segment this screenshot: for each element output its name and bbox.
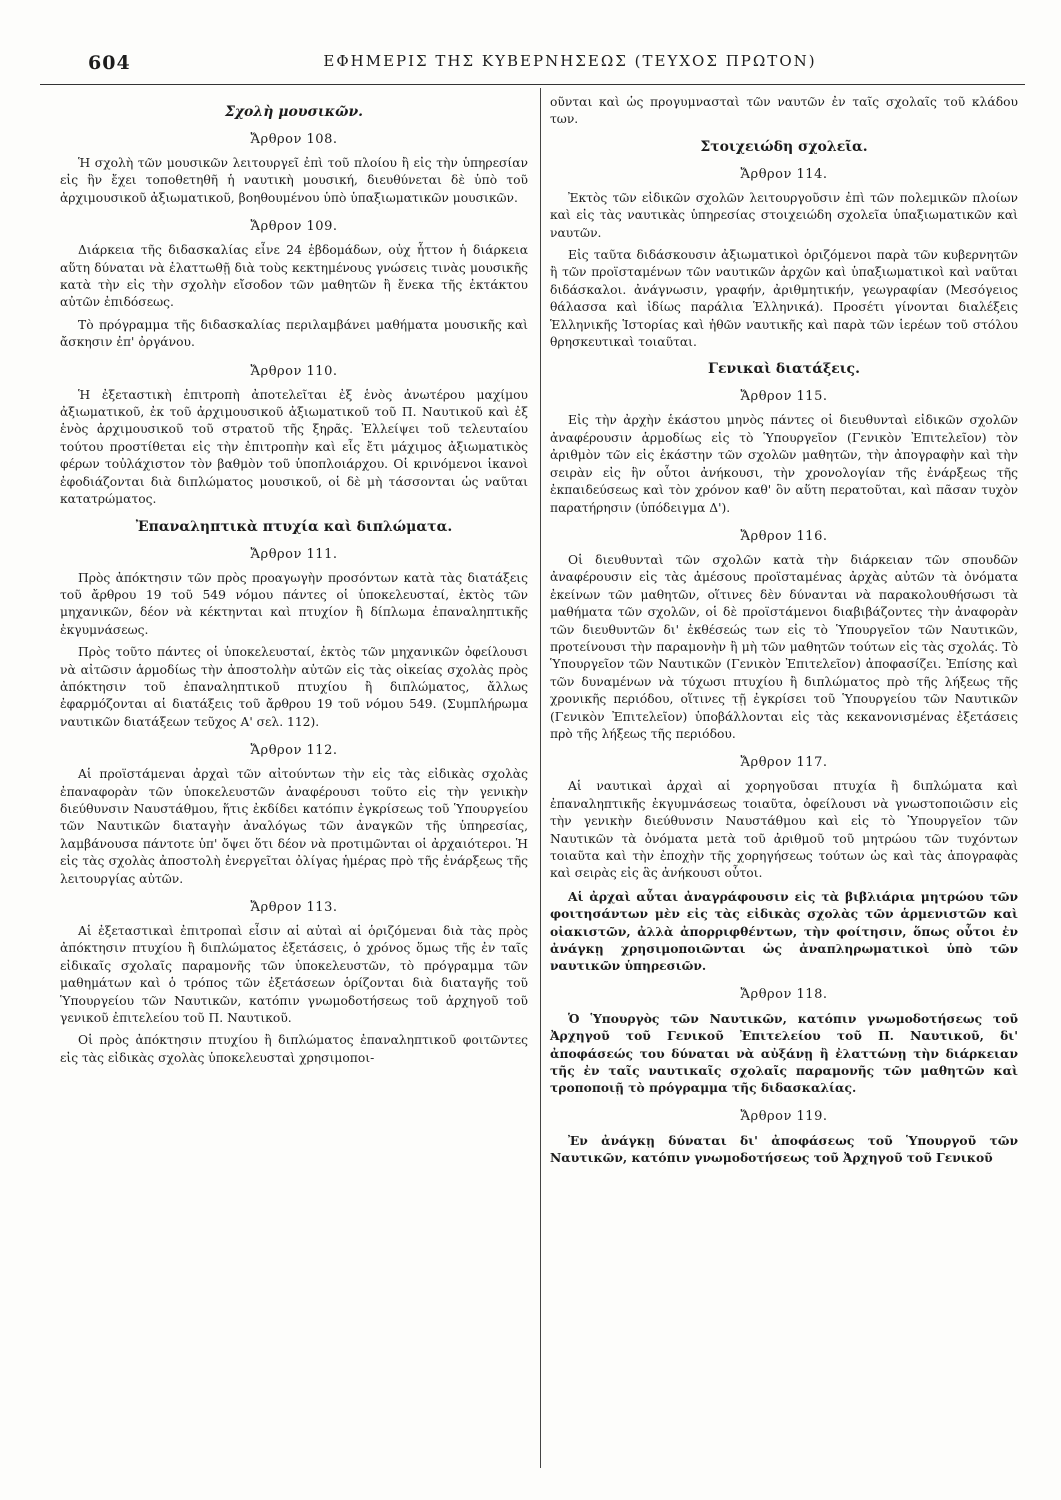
article-111-heading: Ἄρθρον 111. — [250, 546, 338, 562]
header-rule — [40, 84, 1025, 85]
article-117-text-2: Αἱ ἀρχαὶ αὗται ἀναγράφουσιν εἰς τὰ βιβλιάρια μητρώου τῶν φοιτησάντων μὲν εἰς τὰς εἰδικὰς σχολὰς τῶν ἁρμενιστῶν καὶ οἰακιστῶν, ἀλλὰ ἀπορριφθέντων, τὴν φοίτησιν, ὅπως οὗτοι ἐν ἀνάγκῃ χρησιμοποιῶνται ὡς ἀναπληρωματικοὶ ὑπὸ τῶν ναυτικῶν ὑπηρεσιῶν. — [550, 888, 1018, 974]
article-118-text: Ὁ Ὑπουργὸς τῶν Ναυτικῶν, κατόπιν γνωμοδοτήσεως τοῦ Ἀρχηγοῦ τοῦ Γενικοῦ Ἐπιτελείου τοῦ Π. Ναυτικοῦ, δι' ἀποφάσεώς του δύναται νὰ αὐξάνῃ ἢ ἐλαττώνῃ τὴν διάρκειαν τῆς ἐν ταῖς ναυτικαῖς σχολαῖς παραμονῆς τῶν μαθητῶν καὶ τροποποιῇ τὸ πρόγραμμα τῆς διδασκαλίας. — [550, 1010, 1018, 1096]
article-114-heading: Ἄρθρον 114. — [740, 166, 828, 182]
article-112-heading: Ἄρθρον 112. — [250, 743, 338, 759]
article-111-text-2: Πρὸς τοῦτο πάντες οἱ ὑποκελευσταί, ἐκτὸς τῶν μηχανικῶν ὀφείλουσι νὰ αἰτῶσιν ἁρμοδίως τὴν ἀποστολὴν αὐτῶν εἰς τὰς οἰκείας σχολὰς πρὸς ἀπόκτησιν τοῦ ἐπαναληπτικοῦ πτυχίου ἢ διπλώματος, ἄλλως ἐφαρμόζονται αἱ διατάξεις τοῦ ἄρθρου 19 τοῦ νόμου 549. (Συμπλήρωμα ναυτικῶν διατάξεων τεῦχος Α' σελ. 112). — [60, 645, 528, 729]
article-113-heading: Ἄρθρον 113. — [250, 900, 338, 915]
column-divider — [540, 88, 541, 1468]
article-116-text: Οἱ διευθυνταὶ τῶν σχολῶν κατὰ τὴν διάρκειαν τῶν σπουδῶν ἀναφέρουσιν εἰς τὰς ἀμέσους προϊσταμένας ἀρχὰς αὐτῶν τὰ ὀνόματα ἐκείνων τῶν μαθητῶν, οἵτινες δὲν δύνανται νὰ παρακολουθήσωσι τὰ μαθήματα τῶν σχολῶν, οἱ δὲ προϊστάμενοι διαβιβάζοντες τὴν ἀναφορὰν τῶν διευθυντῶν δι' ἐκθέσεώς των εἰς τὸ Ὑπουργεῖον τῶν Ναυτικῶν, προτείνουσι τὴν παραμονὴν ἢ μὴ τῶν μαθητῶν τούτων εἰς τὰς σχολάς. Τὸ Ὑπουργεῖον τῶν Ναυτικῶν (Γενικὸν Ἐπιτελεῖον) ἀποφασίζει. Ἐπίσης καὶ τῶν δυναμένων νὰ τύχωσι πτυχίου ἢ διπλώματος πρὸ τῆς λήξεως τῆς χρονικῆς περιόδου, οἵτινες τῇ ἐγκρίσει τοῦ Ὑπουργείου τῶν Ναυτικῶν (Γενικὸν Ἐπιτελεῖον) ὑποβάλλονται εἰς τὰς κεκανονισμένας ἐξετάσεις πρὸ τῆς λήξεως τῆς περιόδου. — [550, 552, 1018, 741]
section-heading-general: Γενικαὶ διατάξεις. — [708, 361, 860, 378]
article-119-text: Ἐν ἀνάγκῃ δύναται δι' ἀποφάσεως τοῦ Ὑπουργοῦ τῶν Ναυτικῶν, κατόπιν γνωμοδοτήσεως τοῦ Ἀρχηγοῦ τοῦ Γενικοῦ — [550, 1132, 1018, 1166]
section-heading-repetition: Ἐπαναληπτικὰ πτυχία καὶ διπλώματα. — [135, 518, 453, 535]
article-113-continuation: οῦνται καὶ ὡς προγυμνασταὶ τῶν ναυτῶν ἐν ταῖς σχολαῖς τοῦ κλάδου των. — [550, 95, 1018, 127]
article-114-text-2: Εἰς ταῦτα διδάσκουσιν ἀξιωματικοὶ ὁριζόμενοι παρὰ τῶν κυβερνητῶν ἢ τῶν προϊσταμένων τῶν ναυτικῶν ἀρχῶν καὶ ὑπαξιωματικοὶ καὶ ναῦται διδάσκαλοι. ἀνάγνωσιν, γραφήν, ἀριθμητικήν, γεωγραφίαν (Μεσόγειος θάλασσα καὶ ἰδίως παράλια Ἑλληνικά). Προσέτι γίνονται διαλέξεις Ἑλληνικῆς Ἱστορίας καὶ ἠθῶν ναυτικῆς καὶ παρὰ τῶν ἱερέων τοῦ στόλου θρησκευτικαὶ τοιαῦται. — [550, 248, 1018, 350]
article-115-text: Εἰς τὴν ἀρχὴν ἑκάστου μηνὸς πάντες οἱ διευθυνταὶ εἰδικῶν σχολῶν ἀναφέρουσιν ἁρμοδίως εἰς τὸ Ὑπουργεῖον (Γενικὸν Ἐπιτελεῖον) τὸν ἀριθμὸν τῶν εἰς ἑκάστην τῶν σχολῶν μαθητῶν, τὴν ἀπογραφὴν καὶ τὴν σειρὰν εἰς ἣν οὗτοι ἀνήκουσι, τὴν χρονολογίαν τῆς ἐνάρξεως τῆς ἐκπαιδεύσεως καὶ τὸν χρόνον καθ' ὃν αὕτη περατοῦται, καὶ πᾶσαν τυχὸν παρατήρησιν (ὑπόδειγμα Δ'). — [550, 413, 1018, 515]
section-heading-music: Σχολὴ μουσικῶν. — [224, 104, 364, 120]
article-110-heading: Ἄρθρον 110. — [250, 363, 338, 379]
section-heading-elementary: Στοιχειώδη σχολεῖα. — [700, 138, 868, 155]
article-119-heading: Ἄρθρον 119. — [740, 1108, 828, 1124]
article-108-heading: Ἄρθρον 108. — [250, 132, 338, 147]
page-header — [40, 40, 1025, 74]
article-114-text-1: Ἐκτὸς τῶν εἰδικῶν σχολῶν λειτουργοῦσιν ἐπὶ τῶν πολεμικῶν πλοίων καὶ εἰς τὰς ναυτικὰς ὑπηρεσίας στοιχειώδη σχολεῖα ὑπαξιωματικῶν καὶ ναυτῶν. — [550, 190, 1018, 240]
page-number: 604 — [88, 52, 131, 74]
left-column — [60, 94, 528, 1072]
article-118-heading: Ἄρθρον 118. — [740, 986, 828, 1002]
running-head: ΕΦΗΜΕΡΙΣ ΤΗΣ ΚΥΒΕΡΝΗΣΕΩΣ (ΤΕΥΧΟΣ ΠΡΩΤΟΝ) — [323, 52, 817, 70]
article-117-text-1: Αἱ ναυτικαὶ ἀρχαὶ αἱ χορηγοῦσαι πτυχία ἢ διπλώματα καὶ ἐπαναληπτικῆς ἐκγυμνάσεως τοιαῦτα, ὀφείλουσι νὰ γνωστοποιῶσιν εἰς τὴν γενικὴν διεύθυνσιν Ναυστάθμου καὶ εἰς τὸ Ὑπουργεῖον τῶν Ναυτικῶν τὰ ὀνόματα μετὰ τοῦ ἀριθμοῦ τοῦ μητρώου τῶν τυχόντων τοιαῦτα καὶ τὴν ἐποχὴν τῆς χορηγήσεως τούτων ὡς καὶ τὰς ἀπογραφὰς καὶ σειρὰς εἰς ἃς ἀνήκουσι οὗτοι. — [550, 779, 1018, 881]
right-column — [550, 94, 1018, 1172]
article-113-text-1: Αἱ ἐξεταστικαὶ ἐπιτροπαὶ εἶσιν αἱ αὐταὶ αἱ ὁριζόμεναι διὰ τὰς πρὸς ἀπόκτησιν πτυχίου ἢ διπλώματος ἐξετάσεις, ὁ χρόνος ὅμως τῆς ἐν ταῖς εἰδικαῖς σχολαῖς παραμονῆς τῶν ὑποκελευστῶν, τὸ πρόγραμμα τῶν μαθημάτων καὶ ὁ τρόπος τῶν ἐξετάσεων ὁρίζονται διὰ διαταγῆς τοῦ Ὑπουργείου τῶν Ναυτικῶν, κατόπιν γνωμοδοτήσεως τοῦ ἀρχηγοῦ τοῦ γενικοῦ ἐπιτελείου τοῦ Π. Ναυτικοῦ. — [60, 924, 528, 1026]
article-109-heading: Ἄρθρον 109. — [250, 219, 338, 235]
article-112-text: Αἱ προϊστάμεναι ἀρχαὶ τῶν αἰτούντων τὴν εἰς τὰς εἰδικὰς σχολὰς ἐπαναφορὰν τῶν ὑποκελευστῶν ἀναφέρουσι τοῦτο εἰς τὴν γενικὴν διεύθυνσιν Ναυστάθμου, ἥτις ἐκδίδει κατόπιν ἐγκρίσεως τοῦ Ὑπουργείου τῶν Ναυτικῶν διαταγὴν ἀναλόγως τῶν ἀναγκῶν τῆς ὑπηρεσίας, λαμβάνουσα πάντοτε ὑπ' ὄψει ὅτι δέον νὰ προτιμῶνται οἱ ἀρχαιότεροι. Ἡ εἰς τὰς σχολὰς ἀποστολὴ ἐνεργεῖται ὀλίγας ἡμέρας πρὸ τῆς ἐνάρξεως τῆς λειτουργίας αὐτῶν. — [60, 767, 528, 886]
article-109-text-1: Διάρκεια τῆς διδασκαλίας εἶνε 24 ἑβδομάδων, οὐχ ἧττον ἡ διάρκεια αὕτη δύναται νὰ ἐλαττωθῇ διὰ τοὺς κεκτημένους γνώσεις τινὰς μουσικῆς κατὰ τὴν εἰς τὴν σχολὴν εἴσοδον τῶν μαθητῶν ἢ ἕνεκα τῆς ἐκτάκτου αὐτῶν ἐπιδόσεως. — [60, 243, 528, 310]
article-116-heading: Ἄρθρον 116. — [740, 528, 828, 544]
article-113-text-2: Οἱ πρὸς ἀπόκτησιν πτυχίου ἢ διπλώματος ἐπαναληπτικοῦ φοιτῶντες εἰς τὰς εἰδικὰς σχολὰς ὑποκελευσταὶ χρησιμοποι- — [60, 1033, 528, 1065]
article-110-text: Ἡ ἐξεταστικὴ ἐπιτροπὴ ἀποτελεῖται ἐξ ἑνὸς ἀνωτέρου μαχίμου ἀξιωματικοῦ, ἐκ τοῦ ἀρχιμουσικοῦ ἀξιωματικοῦ τοῦ Π. Ναυτικοῦ καὶ ἐξ ἑνὸς ἀρχιμουσικοῦ τοῦ στρατοῦ τῆς ξηρᾶς. Ἐλλείψει τοῦ τελευταίου τούτου προστίθεται εἰς τὴν ἐπιτροπὴν καὶ εἷς ἔτι μάχιμος ἀξιωματικὸς φέρων τοὐλάχιστον τὸν βαθμὸν τοῦ ὑποπλοιάρχου. Οἱ κρινόμενοι ἱκανοὶ ἐφοδιάζονται διὰ διπλώματος μουσικοῦ, οἱ δὲ μὴ τάσσονται ὡς ναῦται κατατρώματος. — [60, 387, 528, 507]
article-115-heading: Ἄρθρον 115. — [740, 389, 828, 405]
article-117-heading: Ἄρθρον 117. — [740, 755, 828, 771]
article-111-text-1: Πρὸς ἀπόκτησιν τῶν πρὸς προαγωγὴν προσόντων κατὰ τὰς διατάξεις τοῦ ἄρθρου 19 τοῦ 549 νόμου πάντες οἱ ὑποκελευσταί, ἐκτὸς τῶν μηχανικῶν, δέον νὰ κέκτηνται καὶ πτυχίον ἢ δίπλωμα ἐπαναληπτικῆς ἐκγυμνάσεως. — [60, 570, 528, 637]
article-108-text: Ἡ σχολὴ τῶν μουσικῶν λειτουργεῖ ἐπὶ τοῦ πλοίου ἢ εἰς τὴν ὑπηρεσίαν εἰς ἣν ἔχει τοποθετηθῆ ἡ ναυτικὴ μουσική, διευθύνεται δὲ ὑπὸ τοῦ ἀρχιμουσικοῦ ἀξιωματικοῦ, βοηθουμένου ὑπὸ ὑπαξιωματικῶν μουσικῶν. — [60, 156, 528, 205]
article-109-text-2: Τὸ πρόγραμμα τῆς διδασκαλίας περιλαμβάνει μαθήματα μουσικῆς καὶ ἄσκησιν ἐπ' ὀργάνου. — [60, 317, 528, 350]
